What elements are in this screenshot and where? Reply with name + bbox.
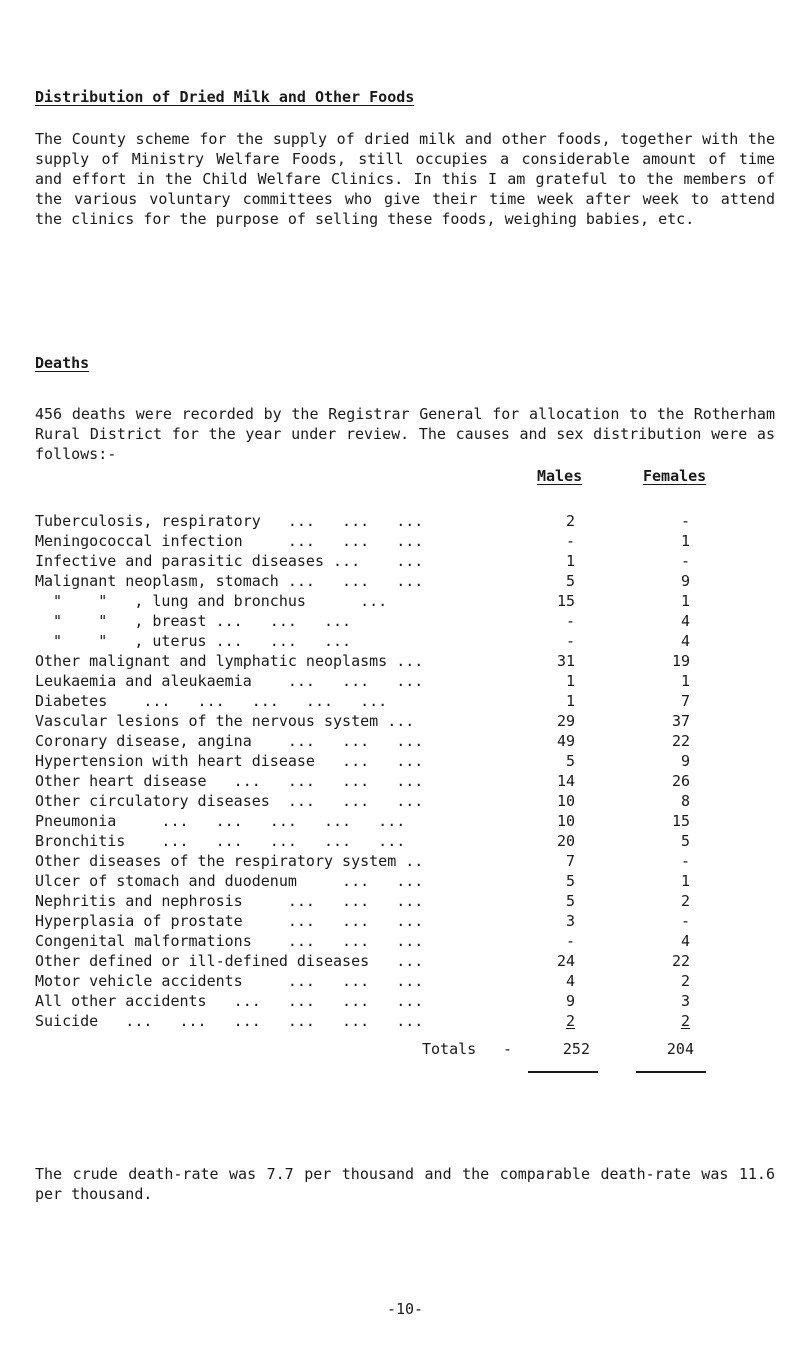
table-row bbox=[35, 991, 775, 1011]
table-row bbox=[35, 851, 775, 871]
totals-females-underline bbox=[636, 1071, 706, 1073]
table-row bbox=[35, 751, 775, 771]
table-row bbox=[35, 891, 775, 911]
females-value: 9 bbox=[680, 572, 690, 590]
cause-label: Other defined or ill-defined diseases ... bbox=[35, 952, 424, 970]
females-value: - bbox=[680, 512, 690, 530]
table-row bbox=[35, 591, 775, 611]
males-value: 15 bbox=[556, 592, 575, 610]
table-row bbox=[35, 691, 775, 711]
cause-label: Malignant neoplasm, stomach ... ... ... bbox=[35, 572, 424, 590]
males-value: - bbox=[565, 632, 575, 650]
table-row bbox=[35, 951, 775, 971]
females-value: 2 bbox=[680, 892, 690, 910]
males-value: 49 bbox=[556, 732, 575, 750]
table-row bbox=[35, 1011, 775, 1031]
males-value: 5 bbox=[565, 572, 575, 590]
deaths-table bbox=[35, 511, 775, 1031]
table-row bbox=[35, 971, 775, 991]
totals-label: Totals bbox=[422, 1040, 477, 1058]
females-value: 15 bbox=[671, 812, 690, 830]
males-value: - bbox=[565, 532, 575, 550]
totals-row bbox=[0, 1039, 800, 1079]
males-value: 1 bbox=[565, 672, 575, 690]
cause-label: Coronary disease, angina ... ... ... bbox=[35, 732, 424, 750]
table-row bbox=[35, 531, 775, 551]
table-row bbox=[35, 671, 775, 691]
males-value: 2 bbox=[565, 512, 575, 530]
males-value: 5 bbox=[565, 872, 575, 890]
table-row bbox=[35, 811, 775, 831]
table-row bbox=[35, 631, 775, 651]
males-value: 14 bbox=[556, 772, 575, 790]
table-row bbox=[35, 611, 775, 631]
table-row bbox=[35, 551, 775, 571]
section-heading-deaths: Deaths bbox=[35, 354, 90, 372]
table-row bbox=[35, 511, 775, 531]
females-value: 1 bbox=[680, 872, 690, 890]
table-row bbox=[35, 911, 775, 931]
cause-label: Other circulatory diseases ... ... ... bbox=[35, 792, 424, 810]
females-value: 8 bbox=[680, 792, 690, 810]
females-value: 37 bbox=[671, 712, 690, 730]
cause-label: All other accidents ... ... ... ... bbox=[35, 992, 424, 1010]
females-value: - bbox=[680, 852, 690, 870]
cause-label: Ulcer of stomach and duodenum ... ... bbox=[35, 872, 424, 890]
males-value: 1 bbox=[565, 692, 575, 710]
females-value: 5 bbox=[680, 832, 690, 850]
females-value: 9 bbox=[680, 752, 690, 770]
cause-label: " " , breast ... ... ... bbox=[35, 612, 352, 630]
males-value: 20 bbox=[556, 832, 575, 850]
table-row bbox=[35, 831, 775, 851]
cause-label: Other heart disease ... ... ... ... bbox=[35, 772, 424, 790]
males-value: - bbox=[565, 932, 575, 950]
cause-label: Vascular lesions of the nervous system ... bbox=[35, 712, 415, 730]
table-row bbox=[35, 871, 775, 891]
table-row bbox=[35, 571, 775, 591]
table-row bbox=[35, 771, 775, 791]
closing-paragraph: The crude death-rate was 7.7 per thousand and the comparable death-rate was 11.6 per thousand. bbox=[35, 1165, 785, 1203]
females-value: 7 bbox=[680, 692, 690, 710]
distribution-paragraph: The County scheme for the supply of dried milk and other foods, together with the supply of Ministry Welfare Foods, still occupies a considerable amount of time and effort in the Child Welfare Clinics. In this I am grateful to the members of the various voluntary committees who give their time week after week to attend the clinics for the purpose of selling these foods, weighing babies, etc. bbox=[35, 130, 785, 228]
males-value: 5 bbox=[565, 892, 575, 910]
females-value: 1 bbox=[680, 532, 690, 550]
cause-label: Other diseases of the respiratory system .. bbox=[35, 852, 424, 870]
females-value: - bbox=[680, 552, 690, 570]
totals-dash: - bbox=[503, 1040, 513, 1058]
column-header-males: Males bbox=[537, 467, 583, 485]
females-value: 22 bbox=[671, 732, 690, 750]
females-value: 1 bbox=[680, 672, 690, 690]
females-value: - bbox=[680, 912, 690, 930]
females-value: 19 bbox=[671, 652, 690, 670]
males-value: 10 bbox=[556, 792, 575, 810]
males-value: 24 bbox=[556, 952, 575, 970]
totals-males: 252 bbox=[562, 1040, 590, 1058]
females-value: 2 bbox=[680, 972, 690, 990]
females-value: 4 bbox=[680, 932, 690, 950]
females-value: 3 bbox=[680, 992, 690, 1010]
males-value: 9 bbox=[565, 992, 575, 1010]
males-value: 7 bbox=[565, 852, 575, 870]
males-value: 4 bbox=[565, 972, 575, 990]
cause-label: Pneumonia ... ... ... ... ... bbox=[35, 812, 406, 830]
totals-males-underline bbox=[528, 1071, 598, 1073]
females-value: 4 bbox=[680, 632, 690, 650]
males-value: - bbox=[565, 612, 575, 630]
cause-label: Hyperplasia of prostate ... ... ... bbox=[35, 912, 424, 930]
females-value: 26 bbox=[671, 772, 690, 790]
males-value: 5 bbox=[565, 752, 575, 770]
males-value: 1 bbox=[565, 552, 575, 570]
cause-label: Infective and parasitic diseases ... ... bbox=[35, 552, 424, 570]
table-row bbox=[35, 711, 775, 731]
cause-label: Other malignant and lymphatic neoplasms ... bbox=[35, 652, 424, 670]
females-value: 22 bbox=[671, 952, 690, 970]
cause-label: Leukaemia and aleukaemia ... ... ... bbox=[35, 672, 424, 690]
males-value: 10 bbox=[556, 812, 575, 830]
males-value: 2 bbox=[565, 1012, 575, 1030]
cause-label: " " , lung and bronchus ... bbox=[35, 592, 388, 610]
table-row bbox=[35, 791, 775, 811]
cause-label: Nephritis and nephrosis ... ... ... bbox=[35, 892, 424, 910]
females-value: 1 bbox=[680, 592, 690, 610]
males-value: 31 bbox=[556, 652, 575, 670]
females-value: 4 bbox=[680, 612, 690, 630]
cause-label: Hypertension with heart disease ... ... bbox=[35, 752, 424, 770]
table-row bbox=[35, 731, 775, 751]
cause-label: Meningococcal infection ... ... ... bbox=[35, 532, 424, 550]
cause-label: Diabetes ... ... ... ... ... bbox=[35, 692, 388, 710]
cause-label: " " , uterus ... ... ... bbox=[35, 632, 352, 650]
section-heading-distribution: Distribution of Dried Milk and Other Foods bbox=[35, 88, 415, 106]
males-value: 3 bbox=[565, 912, 575, 930]
cause-label: Congenital malformations ... ... ... bbox=[35, 932, 424, 950]
deaths-intro-paragraph: 456 deaths were recorded by the Registrar General for allocation to the Rotherham Rural District for the year under review. The causes and sex distribution were as follows:- bbox=[35, 405, 785, 463]
cause-label: Motor vehicle accidents ... ... ... bbox=[35, 972, 424, 990]
table-row bbox=[35, 651, 775, 671]
cause-label: Tuberculosis, respiratory ... ... ... bbox=[35, 512, 424, 530]
column-header-females: Females bbox=[643, 467, 707, 485]
page-number: -10- bbox=[386, 1300, 424, 1318]
females-value: 2 bbox=[680, 1012, 690, 1030]
males-value: 29 bbox=[556, 712, 575, 730]
cause-label: Suicide ... ... ... ... ... ... bbox=[35, 1012, 424, 1030]
totals-females: 204 bbox=[666, 1040, 694, 1058]
cause-label: Bronchitis ... ... ... ... ... bbox=[35, 832, 406, 850]
table-row bbox=[35, 931, 775, 951]
